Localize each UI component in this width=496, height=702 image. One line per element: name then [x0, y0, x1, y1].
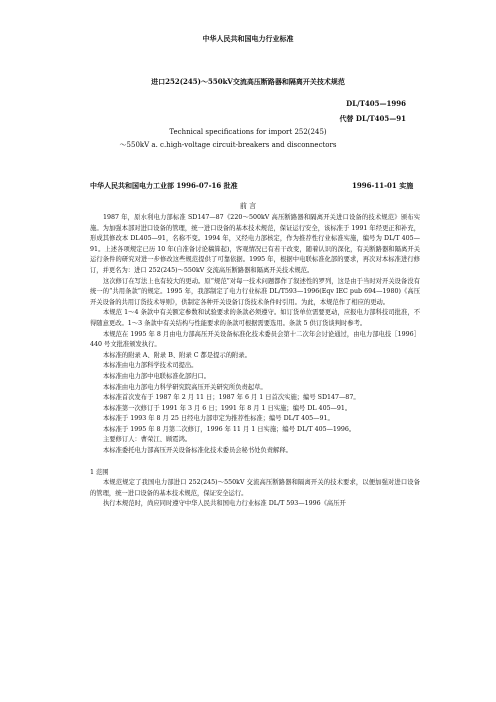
preface-paragraph: 本标准的附录 A、附录 B、附录 C 都是提示的附录。: [103, 351, 251, 359]
preface-paragraph: 这次修订在写法上也有较大的更动。原“规范”对每一技术问题都作了叙述性的罗列，这是由于当时对开关设备没有统一的“共用条款”的规定。1995 年，我部制定了电力行业标准 DL/T593—1996(Eqv IEC pub 694—1980)《高压开关设备的共用订货技术导则》，供制定各种开关设备订货技术条件时引用。为此，本规范作了相应的更动。: [90, 277, 420, 306]
replaces-note: 代替 DL/T405—91: [339, 114, 406, 123]
preface-paragraph: 1987 年，原水利电力部标准 SD147—87《220～500kV 高压断路器和隔离开关进口设备的技术规范》颁布实施。为加强本部对进口设备的管理，统一进口设备的基本技术规范，保证运行安全，该标准于 1991 年经更正和补充，形成其修改本 DL405—91，名称不变。1994 年，又经电力部核定，作为推荐性行业标准实施，编号为 DL/T 405—91。上述各项规定已历 10 年(自准备讨论稿算起)，客观情况已有若干改变，随着认识的深化，有关断路器和隔离开关运行条件的研究对进一步修改这些规范提供了可靠依据。1995 年，根据中电联标准化部的要求，再次对本标准进行修订，并更名为：进口 252(245)～550kV 交流高压断路器和隔离开关技术规范。: [90, 214, 420, 274]
english-title-line-2: ～550kV a. c.high-voltage circuit-breakers and disconnectors: [119, 141, 337, 149]
preface-body: [90, 213, 420, 510]
preface-paragraph: 本标准首次发布于 1987 年 2 月 11 日；1987 年 6 月 1 日首次实施；编号 SD147—87。: [103, 394, 360, 402]
preface-paragraph: 本规范在 1995 年 8 月由电力部高压开关设备标准化技术委员会第十二次年会讨论通过，由电力部电技［1996］440 号文批准颁发执行。: [90, 330, 420, 349]
effective-date: 1996-11-01 实施: [352, 181, 414, 190]
approval-date: 中华人民共和国电力工业部 1996-07-16 批准: [90, 181, 238, 190]
preface-paragraph: 本标准于 1993 年 8 月 25 日经电力部审定为推荐性标准；编号 DL/T 405—91。: [103, 415, 334, 423]
org-title: 中华人民共和国电力行业标准: [202, 34, 294, 43]
preface-paragraph: 本标准由电力部科学技术司提出。: [103, 362, 198, 370]
section-1-heading: 1 范围: [90, 468, 109, 476]
standard-title: 进口252(245)～550kV交流高压断路器和隔离开关技术规范: [151, 77, 345, 86]
section-1-paragraph: 执行本规范时，尚应同时遵守中华人民共和国电力行业标准 DL/T 593—1996《高压开: [103, 500, 346, 508]
preface-paragraph: 本标准于 1995 年 8 月第二次修订，1996 年 11 月 1 日实施；编号 DL/T 405—1996。: [103, 425, 356, 433]
section-1-paragraph: 本规范规定了我国电力部进口 252(245)～550kV 交流高压断路器和隔离开关的技术要求，以便加强对进口设备的管理，统一进口设备的基本技术规范，保证安全运行。: [90, 479, 420, 497]
preface-paragraph: 本标准第一次修订于 1991 年 3 月 6 日；1991 年 8 月 1 日实施；编号 DL 405—91。: [103, 404, 352, 412]
preface-paragraph: 主要修订人：曹荣江、顾霓鸿。: [103, 436, 192, 444]
preface-paragraph: 本标准由电力部电力科学研究院高压开关研究所负责起草。: [103, 383, 267, 391]
preface-paragraph: 本规范 1～4 条款中有关额定参数和试验要求的条款必须遵守。如订货单位需要更动，应报电力部科技司批准，不得随意更改。1～3 条款中有关结构与性能要求的条款可根据需要选用。条款 5 供订货谈判时参考。: [90, 309, 420, 327]
preface-paragraph: 本标准委托电力部高压开关设备标准化技术委员会秘书处负责解释。: [103, 447, 292, 455]
preface-paragraph: 本标准由电力部中电联标准化部归口。: [103, 372, 211, 380]
standard-number: DL/T405—1996: [346, 99, 406, 108]
english-title-line-1: Technical specifications for import 252(245): [169, 128, 327, 136]
preface-heading: 前 言: [239, 202, 257, 210]
